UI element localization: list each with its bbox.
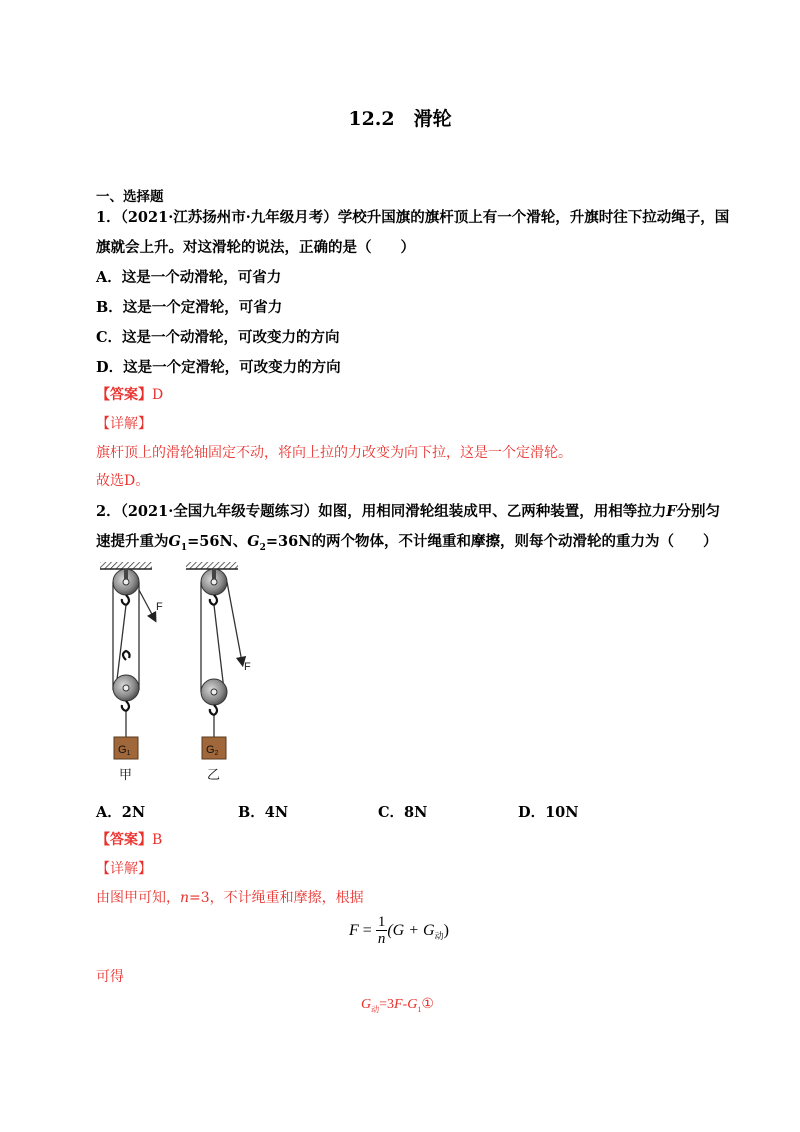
result-minus: - <box>402 997 408 1012</box>
fixed-hook-right <box>210 595 217 605</box>
q1-stem-line2: 旗就会上升。对这滑轮的说法，正确的是（ ） <box>96 239 415 256</box>
q2-g1-sub: 1 <box>180 542 188 553</box>
q1-answer <box>96 384 163 404</box>
fixed-axle-left <box>123 579 129 585</box>
movable-axle-left <box>123 685 129 691</box>
q2-explanation <box>96 887 364 907</box>
fixed-bracket-right <box>212 569 216 579</box>
q2-option-c: C．8N <box>378 804 428 821</box>
force-arrow-right <box>227 582 242 662</box>
q1-option-c: C．这是一个动滑轮，可改变力的方向 <box>96 329 340 346</box>
section-heading: 一、选择题 <box>96 189 164 205</box>
formula-rhs-close: ) <box>443 922 449 940</box>
q2-force-symbol: F <box>666 503 677 520</box>
formula-eq: = <box>358 922 376 940</box>
q2-stem-text-c: 速提升重为 <box>96 533 169 550</box>
q2-option-a: A．2N <box>96 804 146 821</box>
q1-answer-label: 【答案】 <box>96 387 152 403</box>
fixed-hook-left <box>122 595 129 605</box>
caption-yi: 乙 <box>207 768 221 783</box>
q2-stem-text-b: 分别匀 <box>676 503 721 520</box>
q2-stem-text-e: =36N的两个物体，不计绳重和摩擦，则每个动滑轮的重力为（ ） <box>265 533 718 550</box>
force-arrow-left <box>139 590 154 618</box>
q1-conclusion: 故选D。 <box>96 473 150 489</box>
q2-option-d: D．10N <box>518 804 579 821</box>
movable-hook-bottom-left <box>122 701 129 711</box>
formula-rhs: (G + G <box>387 922 435 940</box>
formula-fraction <box>376 915 388 948</box>
pulley-figure <box>96 560 256 785</box>
page-title: 12.2 滑轮 <box>348 108 452 130</box>
result-g: G <box>361 997 372 1012</box>
weight-label-left: G1 <box>118 744 131 757</box>
q1-option-d: D．这是一个定滑轮，可改变力的方向 <box>96 359 341 376</box>
q2-stem-line1 <box>96 500 720 521</box>
q2-stem-text-d: =56N、 <box>187 533 248 550</box>
ceiling-right <box>186 562 238 569</box>
result-equation <box>361 996 434 1015</box>
q2-answer-value: B <box>152 832 163 848</box>
result-f: F <box>394 997 403 1012</box>
q2-g2-sub: 2 <box>259 542 266 553</box>
result-g1: G <box>407 997 418 1012</box>
formula-denominator: n <box>377 931 386 947</box>
q2-explain-text-a: 由图甲可知， <box>96 890 180 906</box>
result-g1-sub: 1 <box>417 1004 422 1014</box>
formula-lhs: F <box>349 922 359 940</box>
q2-stem-text-a: 2．（2021·全国九年级专题练习）如图，用相同滑轮组装成甲、乙两种装置，用相等拉力 <box>96 503 667 520</box>
q1-option-a: A．这是一个动滑轮，可省力 <box>96 269 282 286</box>
q1-explanation: 旗杆顶上的滑轮轴固定不动，将向上拉的力改变为向下拉，这是一个定滑轮。 <box>96 445 572 461</box>
q2-g2-symbol: G <box>247 533 260 550</box>
caption-jia: 甲 <box>119 768 133 783</box>
rope-right-2 <box>214 605 224 690</box>
formula-numerator: 1 <box>377 914 386 930</box>
q2-detail-label: 【详解】 <box>96 861 152 877</box>
movable-hook-right <box>210 705 217 715</box>
q2-answer <box>96 829 162 849</box>
q2-n-symbol: n <box>180 890 190 906</box>
fixed-bracket-left <box>124 569 128 579</box>
q2-answer-label: 【答案】 <box>96 832 152 848</box>
force-label-left: F <box>156 601 163 613</box>
q2-option-b: B．4N <box>238 804 289 821</box>
force-label-right: F <box>244 661 251 673</box>
q1-stem-line1: 1．（2021·江苏扬州市·九年级月考）学校升国旗的旗杆顶上有一个滑轮，升旗时往下拉动绳子，国 <box>96 209 730 226</box>
q2-stem-line2 <box>96 530 718 553</box>
result-eq: =3 <box>379 997 395 1012</box>
q2-then-text: 可得 <box>96 969 124 985</box>
formula-rhs-sub: 动 <box>434 931 444 942</box>
result-g-sub: 动 <box>371 1004 380 1014</box>
result-mark: ① <box>421 997 434 1012</box>
ceiling-left <box>100 562 152 569</box>
formula-force <box>349 915 449 948</box>
movable-axle-right <box>211 689 217 695</box>
weight-label-right: G2 <box>206 744 219 757</box>
q2-g1-symbol: G <box>168 533 181 550</box>
movable-hook-top-left <box>123 651 130 660</box>
setup-yi <box>186 562 251 783</box>
q1-answer-value: D <box>152 387 164 403</box>
q1-option-b: B．这是一个定滑轮，可省力 <box>96 299 283 316</box>
setup-jia <box>100 562 163 783</box>
fixed-axle-right <box>211 579 217 585</box>
q1-detail-label: 【详解】 <box>96 416 152 432</box>
q2-explain-text-b: =3，不计绳重和摩擦，根据 <box>189 890 364 906</box>
